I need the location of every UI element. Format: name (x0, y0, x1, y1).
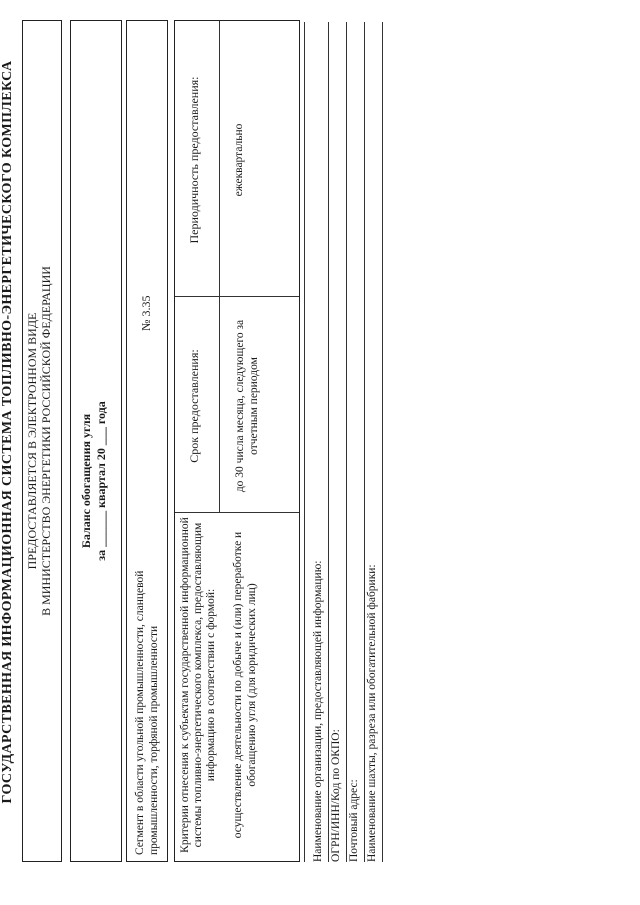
org-field-ogrn: ОГРН/ИНН/Код по ОКПО: (330, 729, 342, 862)
balance-title (79, 341, 109, 621)
form-number: № 3.35 (139, 295, 153, 331)
period-label: Периодичность предоставления: (187, 76, 201, 244)
org-rule (328, 22, 329, 862)
org-bottom-rule (382, 22, 383, 862)
deadline-value: до 30 числа месяца, следующего за отчетным периодом (234, 319, 260, 493)
column-divider (175, 512, 299, 513)
org-top-rule (304, 22, 305, 862)
org-rule (364, 22, 365, 862)
deadline-label: Срок предоставления: (187, 349, 201, 463)
main-title: ГОСУДАРСТВЕННАЯ ИНФОРМАЦИОННАЯ СИСТЕМА ТОПЛИВНО-ЭНЕРГЕТИЧЕСКОГО КОМПЛЕКСА (0, 60, 15, 804)
segment-box (126, 20, 168, 862)
org-field-mine: Наименование шахты, разреза или обогатительной фабрики: (366, 564, 378, 862)
submission-box (22, 20, 62, 862)
submission-text (25, 21, 53, 861)
submission-line1: ПРЕДОСТАВЛЯЕТСЯ В ЭЛЕКТРОННОМ ВИДЕ (25, 312, 39, 570)
column-divider (175, 296, 299, 297)
rotated-form-page (0, 12, 560, 892)
criteria-table (174, 20, 300, 862)
org-field-name: Наименование организации, предоставляющей информацию: (312, 560, 324, 862)
balance-box (70, 20, 122, 862)
submission-line2: В МИНИСТЕРСТВО ЭНЕРГЕТИКИ РОССИЙСКОЙ ФЕДЕРАЦИИ (39, 266, 53, 616)
row-divider (219, 21, 220, 513)
org-field-address: Почтовый адрес: (348, 779, 360, 862)
balance-line1: Баланс обогащения угля (79, 413, 93, 549)
criteria-header: Критерии отнесения к субъектам государственной информационной системы топливно-энергетического комплекса, предоставляющим информацию в соответствии с формой: (179, 517, 217, 853)
balance-line2: за ______ квартал 20 ___ года (94, 401, 108, 561)
segment-text: Сегмент в области угольной промышленности, сланцевой промышленности, торфяной промышленности (134, 570, 160, 855)
period-value: ежеквартально (233, 123, 245, 197)
criteria-activity: осуществление деятельности по добыче и (или) переработке и обогащению угля (для юридических лиц) (232, 531, 258, 839)
org-rule (346, 22, 347, 862)
